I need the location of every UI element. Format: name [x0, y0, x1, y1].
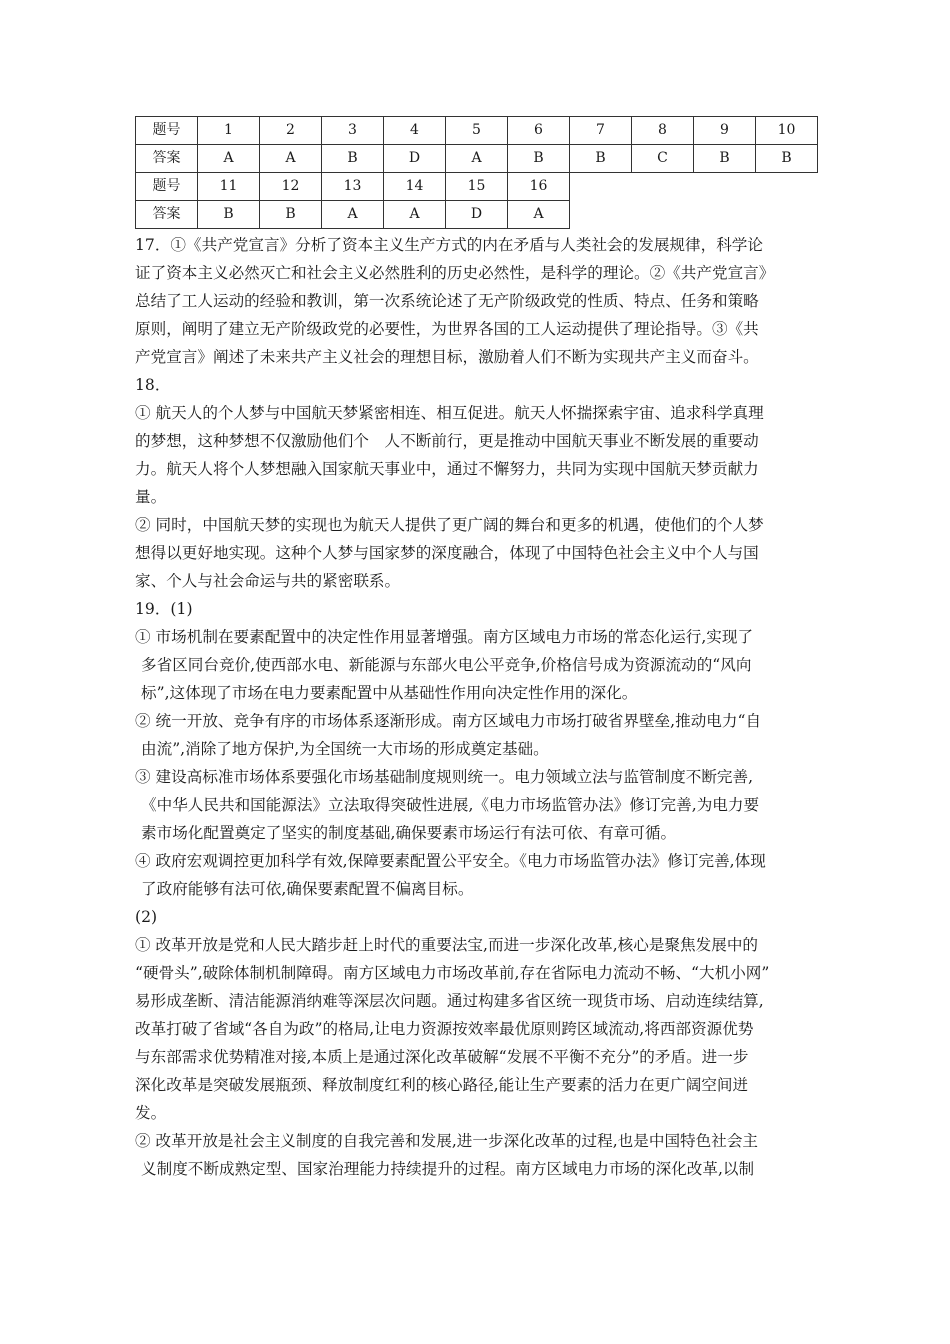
answer-cell: A [446, 145, 508, 173]
answer-cell: B [756, 145, 818, 173]
question-number: 8 [632, 117, 694, 145]
answer-cell: B [508, 145, 570, 173]
answer-cell: A [508, 201, 570, 229]
text-line: 18． [135, 376, 171, 394]
question-number: 6 [508, 117, 570, 145]
answer-cell: D [446, 201, 508, 229]
text-line: ② 改革开放是社会主义制度的自我完善和发展,进一步深化改革的过程,也是中国特色社会主 [135, 1132, 759, 1150]
text-line: 由流”,消除了地方保护,为全国统一大市场的形成奠定基础。 [141, 740, 549, 758]
question-number: 10 [756, 117, 818, 145]
page [135, 116, 825, 1183]
text-line: 证了资本主义必然灭亡和社会主义必然胜利的历史必然性，是科学的理论。②《共产党宣言》 [135, 264, 775, 282]
text-line: 量。 [135, 488, 167, 506]
answer-cell: D [384, 145, 446, 173]
question-number: 12 [260, 173, 322, 201]
text-line: ① 改革开放是党和人民大踏步赶上时代的重要法宝,而进一步深化改革,核心是聚焦发展中的 [135, 936, 759, 954]
text-line: 家、个人与社会命运与共的紧密联系。 [135, 572, 401, 590]
row-label: 答案 [136, 201, 198, 229]
question-number: 5 [446, 117, 508, 145]
answer-cell: C [632, 145, 694, 173]
question-number: 7 [570, 117, 632, 145]
text-line: 力。航天人将个人梦想融入国家航天事业中，通过不懈努力，共同为实现中国航天梦贡献力 [135, 460, 759, 478]
text-line: 深化改革是突破发展瓶颈、释放制度红利的核心路径,能让生产要素的活力在更广阔空间迸 [135, 1076, 749, 1094]
answer-cell: B [322, 145, 384, 173]
answer-cell: B [570, 145, 632, 173]
text-line: ① 航天人的个人梦与中国航天梦紧密相连、相互促进。航天人怀揣探索宇宙、追求科学真理 [135, 404, 764, 422]
answer-cell: A [322, 201, 384, 229]
question-number: 13 [322, 173, 384, 201]
question-number: 14 [384, 173, 446, 201]
table-blank [570, 201, 818, 229]
text-line: 了政府能够有法可依,确保要素配置不偏离目标。 [141, 880, 474, 898]
answer-cell: B [198, 201, 260, 229]
text-line: 多省区同台竞价,使西部水电、新能源与东部火电公平竞争,价格信号成为资源流动的“风向 [141, 656, 752, 674]
question-number: 9 [694, 117, 756, 145]
table-row [136, 117, 818, 145]
answer-cell: A [198, 145, 260, 173]
text-line: “硬骨头”,破除体制机制障碍。南方区域电力市场改革前,存在省际电力流动不畅、“大机小网” [135, 964, 770, 982]
text-line: 与东部需求优势精准对接,本质上是通过深化改革破解“发展不平衡不充分”的矛盾。进一步 [135, 1048, 749, 1066]
text-line: 原则，阐明了建立无产阶级政党的必要性，为世界各国的工人运动提供了理论指导。③《共 [135, 320, 759, 338]
row-label: 题号 [136, 117, 198, 145]
text-line: 义制度不断成熟定型、国家治理能力持续提升的过程。南方区域电力市场的深化改革,以制 [141, 1160, 755, 1178]
answer-cell: A [384, 201, 446, 229]
text-line: 想得以更好地实现。这种个人梦与国家梦的深度融合，体现了中国特色社会主义中个人与国 [135, 544, 759, 562]
text-line: (2) [135, 908, 158, 926]
text-line: 易形成垄断、清洁能源消纳难等深层次问题。通过构建多省区统一现货市场、启动连续结算, [135, 992, 764, 1010]
text-line: 发。 [135, 1104, 167, 1122]
question-number: 1 [198, 117, 260, 145]
text-line: 的梦想，这种梦想不仅激励他们个 人不断前行，更是推动中国航天事业不断发展的重要动 [135, 432, 759, 450]
question-number: 4 [384, 117, 446, 145]
answer-cell: B [260, 201, 322, 229]
text-line: 产党宣言》阐述了未来共产主义社会的理想目标，激励着人们不断为实现共产主义而奋斗。 [135, 348, 759, 366]
text-line: ④ 政府宏观调控更加科学有效,保障要素配置公平安全。《电力市场监管办法》修订完善,体现 [135, 852, 766, 870]
table-blank [570, 173, 818, 201]
table-row [136, 145, 818, 173]
text-line: ② 同时，中国航天梦的实现也为航天人提供了更广阔的舞台和更多的机遇，使他们的个人梦 [135, 516, 764, 534]
text-line: 《中华人民共和国能源法》立法取得突破性进展,《电力市场监管办法》修订完善,为电力要 [141, 796, 760, 814]
answer-cell: A [260, 145, 322, 173]
text-line: ③ 建设高标准市场体系要强化市场基础制度规则统一。电力领域立法与监管制度不断完善, [135, 768, 754, 786]
text-line: 总结了工人运动的经验和教训，第一次系统论述了无产阶级政党的性质、特点、任务和策略 [135, 292, 759, 310]
question-number: 3 [322, 117, 384, 145]
question-number: 2 [260, 117, 322, 145]
text-line: 17．①《共产党宣言》分析了资本主义生产方式的内在矛盾与人类社会的发展规律，科学论 [135, 236, 763, 254]
answer-table [135, 116, 818, 229]
table-row [136, 201, 818, 229]
row-label: 答案 [136, 145, 198, 173]
question-number: 16 [508, 173, 570, 201]
text-line: 19．(1) [135, 600, 193, 618]
answer-cell: B [694, 145, 756, 173]
table-row [136, 173, 818, 201]
question-number: 11 [198, 173, 260, 201]
text-line: 素市场化配置奠定了坚实的制度基础,确保要素市场运行有法可依、有章可循。 [141, 824, 677, 842]
question-number: 15 [446, 173, 508, 201]
text-line: ② 统一开放、竞争有序的市场体系逐渐形成。南方区域电力市场打破省界壁垒,推动电力“自 [135, 712, 762, 730]
row-label: 题号 [136, 173, 198, 201]
text-line: 标”,这体现了市场在电力要素配置中从基础性作用向决定性作用的深化。 [141, 684, 638, 702]
text-line: 改革打破了省域“各自为政”的格局,让电力资源按效率最优原则跨区域流动,将西部资源优势 [135, 1020, 754, 1038]
text-line: ① 市场机制在要素配置中的决定性作用显著增强。南方区域电力市场的常态化运行,实现了 [135, 628, 754, 646]
answer-text [135, 231, 825, 1183]
